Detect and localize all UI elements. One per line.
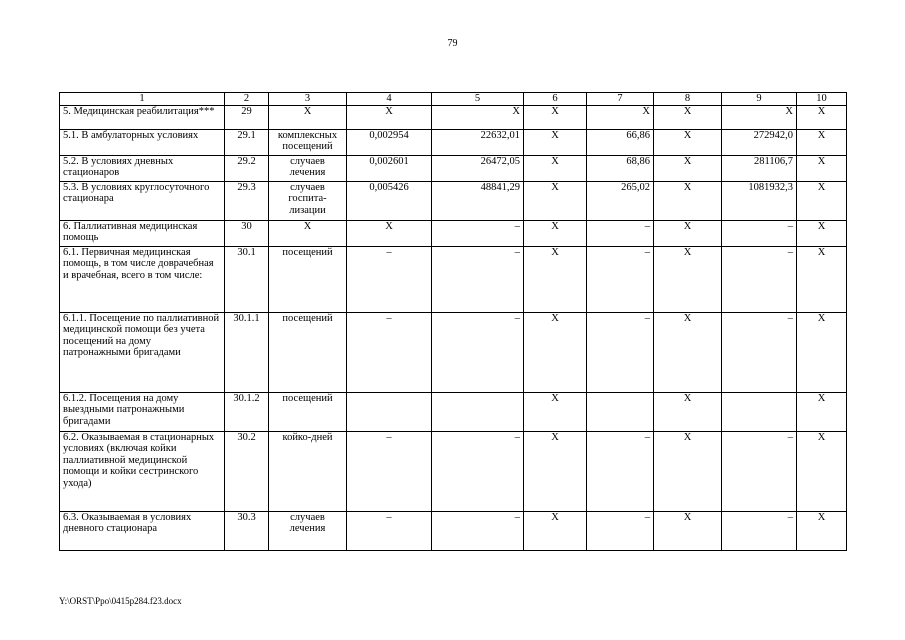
table-cell: Х — [797, 431, 847, 511]
table-cell: – — [347, 312, 432, 392]
table-cell: 0,005426 — [347, 181, 432, 220]
table-cell: Х — [347, 105, 432, 129]
table-cell: – — [432, 431, 524, 511]
table-cell: Х — [654, 431, 722, 511]
table-cell: Х — [797, 312, 847, 392]
table-cell: – — [432, 511, 524, 550]
table-cell: 26472,05 — [432, 155, 524, 181]
table-cell: Х — [654, 392, 722, 431]
table-cell: 29.1 — [225, 129, 269, 155]
row-label-cell: 6.1. Первичная медицинская помощь, в том числе доврачебная и врачебная, всего в том числе: — [60, 246, 225, 312]
row-label-cell: 6.3. Оказываемая в условиях дневного стационара — [60, 511, 225, 550]
table-cell: случаев госпита-лизации — [269, 181, 347, 220]
table-cell: Х — [654, 511, 722, 550]
table-cell: Х — [654, 312, 722, 392]
table-cell: 30.3 — [225, 511, 269, 550]
table-cell: Х — [797, 392, 847, 431]
table-cell: комплексных посещений — [269, 129, 347, 155]
table-cell: Х — [524, 511, 587, 550]
table-cell: 66,86 — [587, 129, 654, 155]
table-cell: 29.2 — [225, 155, 269, 181]
table-cell: Х — [797, 511, 847, 550]
row-label-cell: 6.1.1. Посещение по паллиативной медицинской помощи без учета посещений на дому патронажными бригадами — [60, 312, 225, 392]
table-cell: Х — [432, 105, 524, 129]
row-label-cell: 6.1.2. Посещения на дому выездными патронажными бригадами — [60, 392, 225, 431]
data-table — [59, 92, 847, 551]
table-cell: посещений — [269, 312, 347, 392]
row-label-cell: 5. Медицинская реабилитация*** — [60, 105, 225, 129]
table-cell: – — [587, 511, 654, 550]
table-cell: посещений — [269, 246, 347, 312]
table-cell: 0,002601 — [347, 155, 432, 181]
table-cell: 30.2 — [225, 431, 269, 511]
table-cell: – — [587, 431, 654, 511]
table-cell: – — [347, 246, 432, 312]
table-cell — [722, 392, 797, 431]
row-label-cell: 5.1. В амбулаторных условиях — [60, 129, 225, 155]
table-cell: – — [432, 246, 524, 312]
table-cell: Х — [524, 246, 587, 312]
table-row — [60, 155, 847, 181]
row-label-cell: 5.3. В условиях круглосуточного стационара — [60, 181, 225, 220]
table-cell: 22632,01 — [432, 129, 524, 155]
table-cell: Х — [524, 129, 587, 155]
header-cell: 6 — [524, 93, 587, 106]
table-cell: 30 — [225, 220, 269, 246]
table-cell: – — [347, 511, 432, 550]
header-cell: 7 — [587, 93, 654, 106]
row-label-cell: 5.2. В условиях дневных стационаров — [60, 155, 225, 181]
table-row — [60, 511, 847, 550]
table-cell: – — [722, 312, 797, 392]
table-cell: Х — [524, 312, 587, 392]
table-cell: Х — [654, 181, 722, 220]
table-cell: Х — [654, 105, 722, 129]
table-cell: Х — [347, 220, 432, 246]
table-row — [60, 105, 847, 129]
table-body — [60, 105, 847, 550]
table-cell: 30.1 — [225, 246, 269, 312]
footer-file-path: Y:\ORST\Ppo\0415p284.f23.docx — [59, 596, 182, 606]
table-cell — [432, 392, 524, 431]
table-cell: 0,002954 — [347, 129, 432, 155]
table-cell: Х — [654, 155, 722, 181]
table-cell: Х — [654, 220, 722, 246]
table-cell: Х — [654, 246, 722, 312]
table-cell: – — [722, 431, 797, 511]
table-header-row — [60, 93, 847, 106]
table-row — [60, 312, 847, 392]
table-cell: Х — [797, 129, 847, 155]
table-row — [60, 129, 847, 155]
table-cell: Х — [797, 220, 847, 246]
header-cell: 4 — [347, 93, 432, 106]
table-cell: Х — [269, 105, 347, 129]
table-cell: 281106,7 — [722, 155, 797, 181]
header-cell: 1 — [60, 93, 225, 106]
table-cell: 29.3 — [225, 181, 269, 220]
table-cell: койко-дней — [269, 431, 347, 511]
table-row — [60, 181, 847, 220]
table-cell: – — [722, 246, 797, 312]
table-cell: Х — [654, 129, 722, 155]
row-label-cell: 6. Паллиативная медицинская помощь — [60, 220, 225, 246]
table-cell: – — [722, 511, 797, 550]
table-cell: Х — [797, 181, 847, 220]
table-cell: Х — [587, 105, 654, 129]
table-cell: случаев лечения — [269, 155, 347, 181]
table-cell: Х — [524, 105, 587, 129]
table-cell: Х — [797, 105, 847, 129]
table-cell: Х — [797, 246, 847, 312]
table-cell: 29 — [225, 105, 269, 129]
table-cell: Х — [524, 431, 587, 511]
table-cell: – — [587, 246, 654, 312]
table-cell: Х — [722, 105, 797, 129]
header-cell: 3 — [269, 93, 347, 106]
table-cell: – — [432, 220, 524, 246]
table-cell: Х — [524, 392, 587, 431]
table-cell: 30.1.1 — [225, 312, 269, 392]
header-cell: 9 — [722, 93, 797, 106]
table-cell: – — [722, 220, 797, 246]
table-row — [60, 392, 847, 431]
table-cell: 1081932,3 — [722, 181, 797, 220]
table-cell: Х — [797, 155, 847, 181]
header-cell: 10 — [797, 93, 847, 106]
table-cell — [347, 392, 432, 431]
table-cell: – — [347, 431, 432, 511]
row-label-cell: 6.2. Оказываемая в стационарных условиях (включая койки паллиативной медицинской помощи и койки сестринского ухода) — [60, 431, 225, 511]
table-cell: Х — [524, 155, 587, 181]
table-cell: – — [432, 312, 524, 392]
header-cell: 8 — [654, 93, 722, 106]
table-row — [60, 246, 847, 312]
table-cell: посещений — [269, 392, 347, 431]
table-row — [60, 220, 847, 246]
table-cell: – — [587, 312, 654, 392]
table-cell: 265,02 — [587, 181, 654, 220]
table-cell: 272942,0 — [722, 129, 797, 155]
table-cell: Х — [524, 181, 587, 220]
table-cell: случаев лечения — [269, 511, 347, 550]
header-cell: 5 — [432, 93, 524, 106]
page-number: 79 — [447, 38, 458, 49]
table-cell: 30.1.2 — [225, 392, 269, 431]
header-cell: 2 — [225, 93, 269, 106]
table-cell: Х — [524, 220, 587, 246]
table-cell: Х — [269, 220, 347, 246]
table-cell: 68,86 — [587, 155, 654, 181]
table-cell: – — [587, 220, 654, 246]
table-row — [60, 431, 847, 511]
table-cell: 48841,29 — [432, 181, 524, 220]
table-cell — [587, 392, 654, 431]
